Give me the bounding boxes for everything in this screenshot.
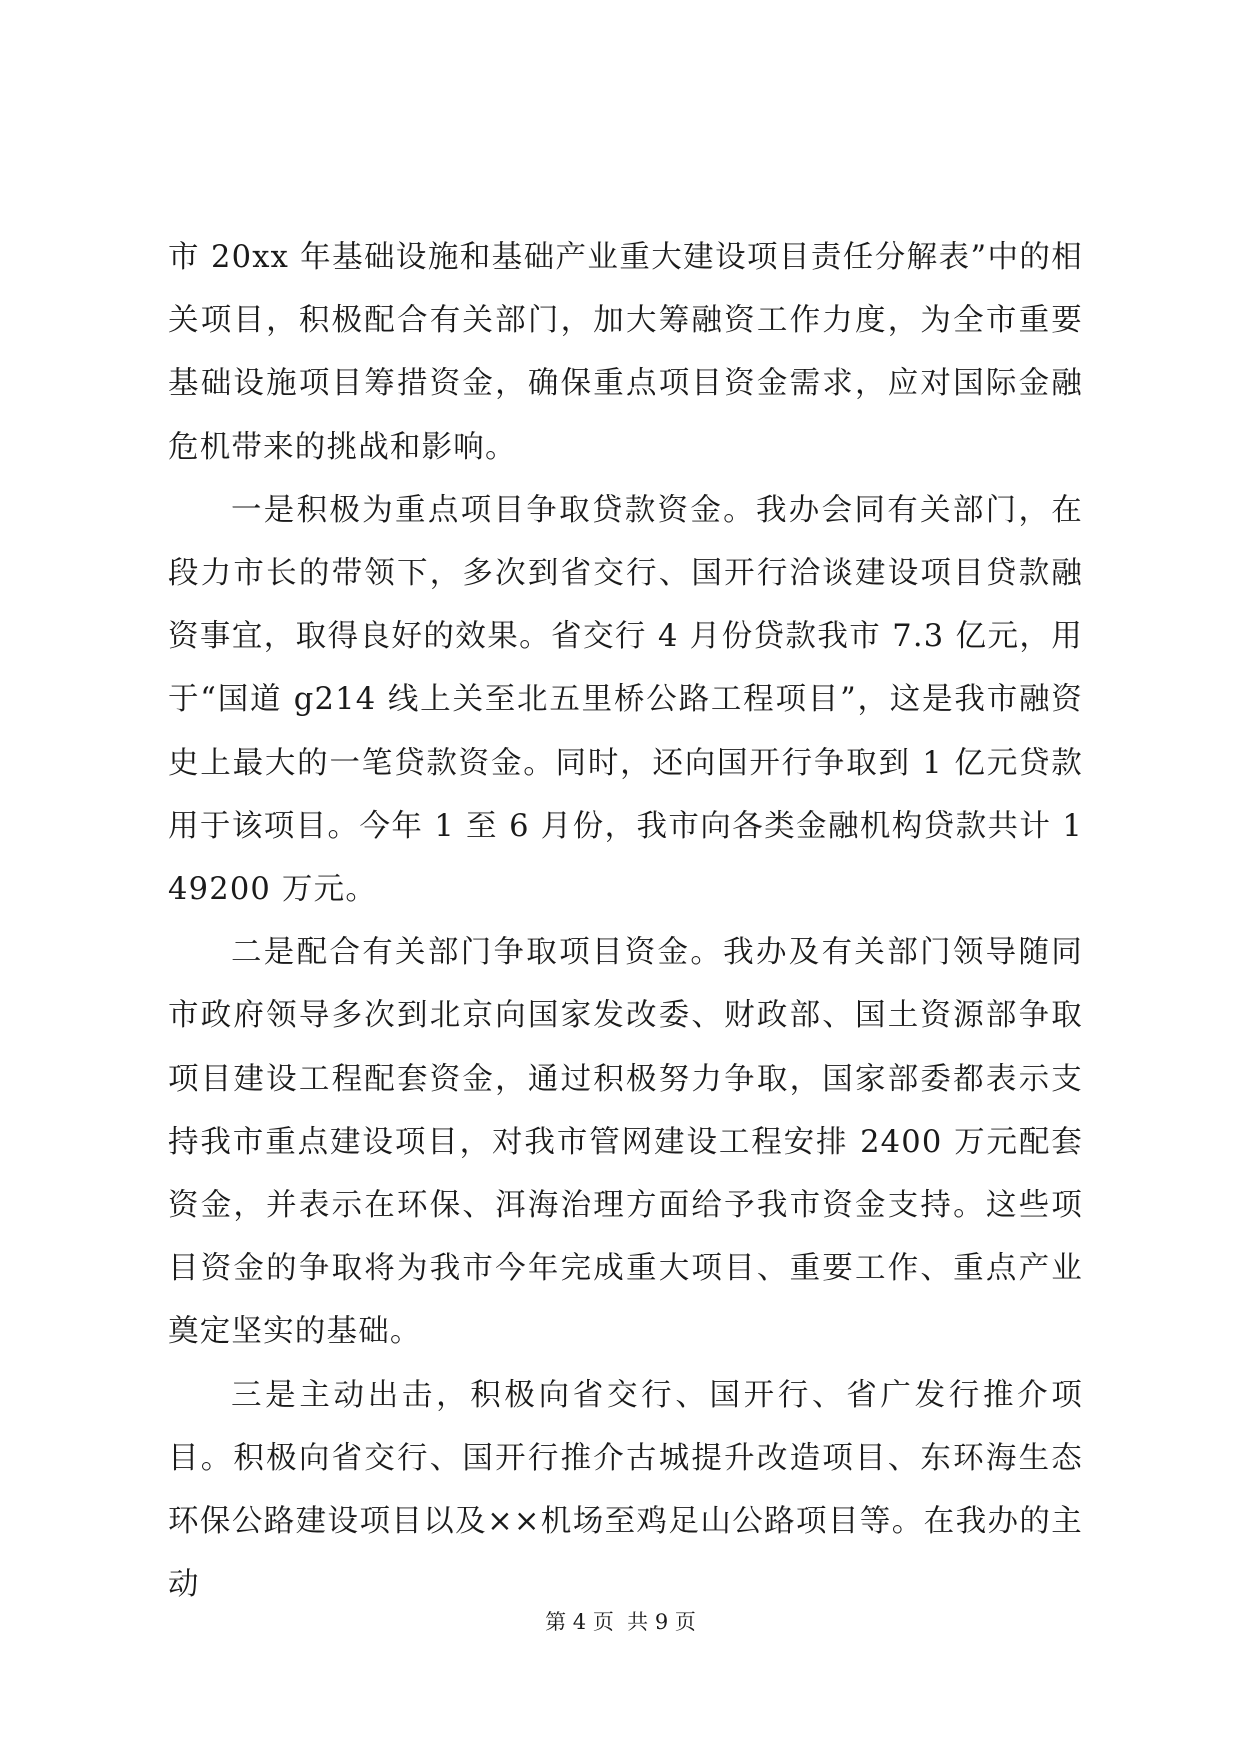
paragraph-1: 市 20xx 年基础设施和基础产业重大建设项目责任分解表”中的相关项目，积极配合有关部门，加大筹融资工作力度，为全市重要基础设施项目筹措资金，确保重点项目资金需求，应对国际金融危机带来的挑战和影响。: [168, 240, 1083, 465]
paragraph-2: 一是积极为重点项目争取贷款资金。我办会同有关部门，在段力市长的带领下，多次到省交行、国开行洽谈建设项目贷款融资事宜，取得良好的效果。省交行 4 月份贷款我市 7.3 亿元，用于“国道 g214 线上关至北五里桥公路工程项目”，这是我市融资史上最大的一笔贷款资金。同时，还向国开行争取到 1 亿元贷款用于该项目。今年 1 至 6 月份，我市向各类金融机构贷款共计 149200 万元。: [168, 492, 1083, 908]
document-body: [168, 226, 1083, 1616]
page-number-label: 第 4 页 共 9 页: [545, 1610, 696, 1634]
paragraph-3: 二是配合有关部门争取项目资金。我办及有关部门领导随同市政府领导多次到北京向国家发改委、财政部、国土资源部争取项目建设工程配套资金，通过积极努力争取，国家部委都表示支持我市重点建设项目，对我市管网建设工程安排 2400 万元配套资金，并表示在环保、洱海治理方面给予我市资金支持。这些项目资金的争取将为我市今年完成重大项目、重要工作、重点产业奠定坚实的基础。: [168, 935, 1083, 1350]
paragraph-4: 三是主动出击，积极向省交行、国开行、省广发行推介项目。积极向省交行、国开行推介古城提升改造项目、东环海生态环保公路建设项目以及××机场至鸡足山公路项目等。在我办的主动: [168, 1377, 1083, 1603]
page-footer: [0, 1608, 1241, 1636]
